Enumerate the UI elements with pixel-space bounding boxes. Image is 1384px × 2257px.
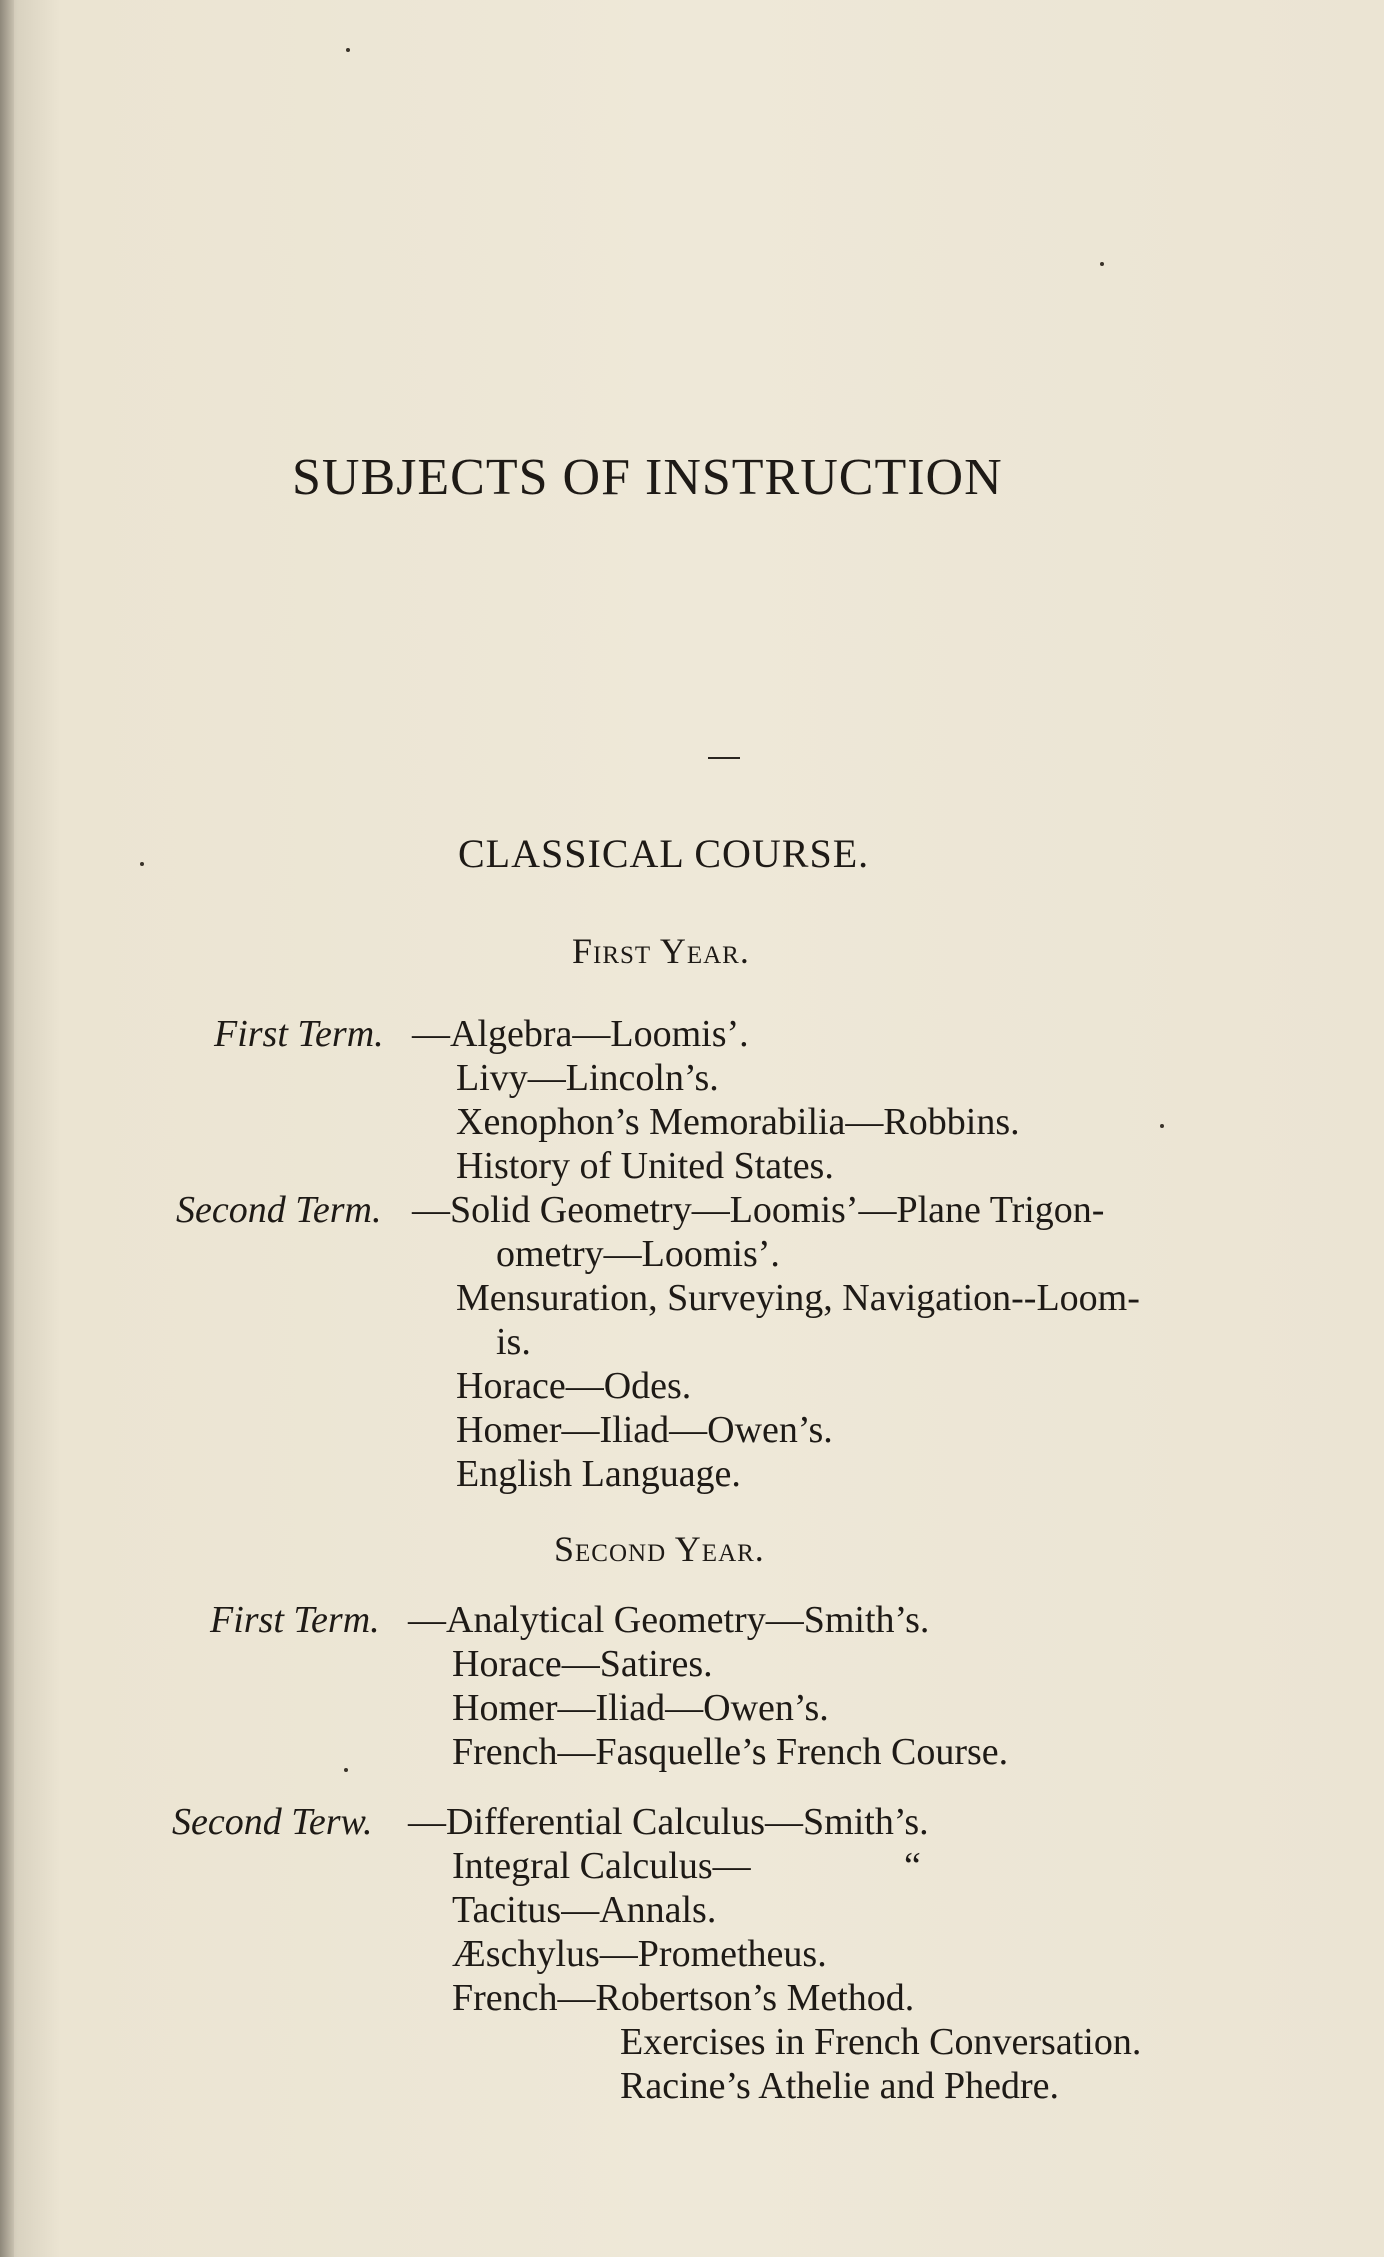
term-label-first-year-first: First Term.	[214, 1013, 384, 1055]
book-spine-shadow	[0, 0, 14, 2257]
subject-line: Xenophon’s Memorabilia—Robbins.	[456, 1101, 1020, 1143]
subject-line: Homer—Iliad—Owen’s.	[452, 1687, 829, 1729]
subject-line: Racine’s Athelie and Phedre.	[620, 2065, 1059, 2107]
subject-line: Exercises in French Conversation.	[620, 2021, 1142, 2063]
subject-line: Integral Calculus—	[452, 1845, 751, 1887]
section-divider	[708, 757, 740, 759]
subject-line: History of United States.	[456, 1145, 834, 1187]
paper-speck	[140, 862, 144, 866]
year-heading-second: Second Year.	[554, 1529, 765, 1569]
subject-line: —Algebra—Loomis’.	[412, 1013, 749, 1055]
subject-line: ometry—Loomis’.	[496, 1233, 780, 1275]
paper-speck	[346, 48, 350, 52]
subject-line: —Solid Geometry—Loomis’—Plane Trigon-	[412, 1189, 1105, 1231]
course-heading: CLASSICAL COURSE.	[458, 831, 870, 876]
subject-line: French—Robertson’s Method.	[452, 1977, 915, 2019]
subject-line: Horace—Satires.	[452, 1643, 713, 1685]
subject-line: Æschylus—Prometheus.	[452, 1933, 827, 1975]
term-label-first-year-second: Second Term.	[176, 1189, 382, 1231]
ditto-mark: “	[904, 1845, 921, 1887]
paper-speck	[344, 1768, 348, 1772]
paper-speck	[1160, 1124, 1164, 1128]
term-label-second-year-first: First Term.	[210, 1599, 380, 1641]
subject-line: French—Fasquelle’s French Course.	[452, 1731, 1009, 1773]
page-title: SUBJECTS OF INSTRUCTION	[292, 449, 1003, 506]
subject-line: Livy—Lincoln’s.	[456, 1057, 719, 1099]
year-heading-first: First Year.	[572, 931, 750, 971]
paper-speck	[1100, 262, 1104, 266]
subject-line: is.	[496, 1321, 531, 1363]
subject-line: Tacitus—Annals.	[452, 1889, 717, 1931]
subject-line: —Analytical Geometry—Smith’s.	[408, 1599, 930, 1641]
subject-line: Horace—Odes.	[456, 1365, 692, 1407]
subject-line: Homer—Iliad—Owen’s.	[456, 1409, 833, 1451]
subject-line: English Language.	[456, 1453, 741, 1495]
subject-line: Mensuration, Surveying, Navigation--Loom-	[456, 1277, 1140, 1319]
subject-line: —Differential Calculus—Smith’s.	[408, 1801, 929, 1843]
term-label-second-year-second: Second Terw.	[172, 1801, 373, 1843]
